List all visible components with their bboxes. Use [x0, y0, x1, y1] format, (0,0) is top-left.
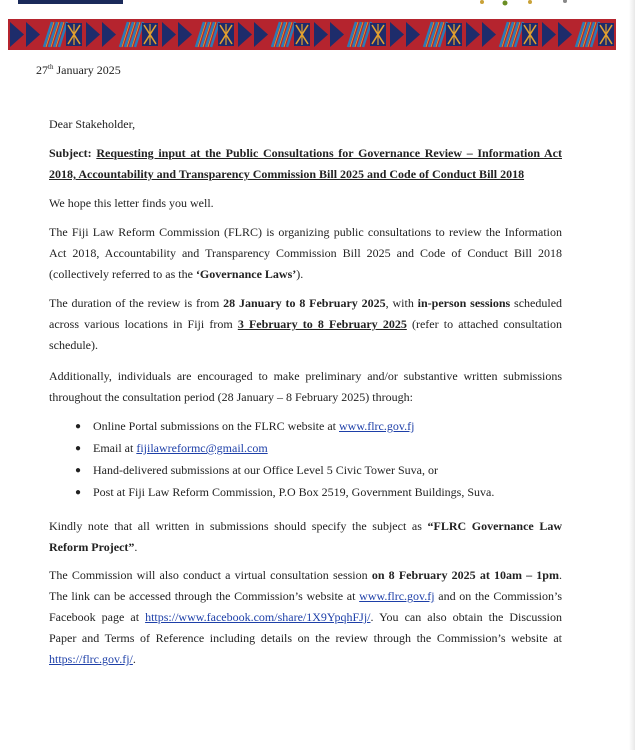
paragraph-virtual-session: The Commission will also conduct a virtual consultation session on 8 February 2025 at 10am – 1pm. The link can be accessed through the Commission’s website at www.flrc.gov.fj and on the Commission’s Facebook page at https://www.facebook.com/share/1X9YpqhFJj/. You can also obtain the Discussion Paper and Terms of Reference including details on the review through the Commission’s website at https://flrc.gov.fj/.: [49, 568, 563, 666]
subject-line: [49, 143, 562, 185]
bullet-icon: ●: [75, 443, 82, 454]
paragraph-greeting: We hope this letter finds you well.: [49, 196, 214, 210]
list-item: ● Email at fijilawreformc@gmail.com: [49, 438, 562, 459]
list-item: ● Post at Fiji Law Reform Commission, P.O Box 2519, Government Buildings, Suva.: [49, 482, 562, 503]
website-link[interactable]: www.flrc.gov.fj: [359, 589, 435, 603]
subject-label: Subject:: [49, 146, 92, 160]
letterhead-bar: [18, 0, 123, 4]
paragraph-intro: The Fiji Law Reform Commission (FLRC) is organizing public consultations to review the Information Act 2018, Accountability and Transparency Commission Bill 2025 and Code of Conduct Bill 2018 (collectively referred to as the ‘Governance Laws’).: [49, 225, 562, 281]
subject-text: Requesting input at the Public Consultations for Governance Review – Information Act 2018, Accountability and Transparency Commission Bill 2025 and Code of Conduct Bill 2018: [49, 146, 562, 181]
letter-date: 27th January 2025: [36, 63, 121, 77]
submission-methods-list: [49, 416, 562, 504]
salutation: Dear Stakeholder,: [49, 117, 136, 131]
letterhead-logo-fragment: [470, 0, 590, 6]
facebook-link[interactable]: https://www.facebook.com/share/1X9YpqhFJj/: [145, 610, 371, 624]
bullet-icon: ●: [75, 465, 82, 476]
decorative-pattern-border: [8, 19, 616, 50]
website-home-link[interactable]: https://flrc.gov.fj/: [49, 652, 133, 666]
list-item: ● Hand-delivered submissions at our Office Level 5 Civic Tower Suva, or: [49, 460, 562, 481]
bullet-icon: ●: [75, 421, 82, 432]
list-item: ● Online Portal submissions on the FLRC website at www.flrc.gov.fj: [49, 416, 562, 437]
paragraph-subject-note: Kindly note that all written in submissions should specify the subject as “FLRC Governance Law Reform Project”.: [49, 519, 563, 554]
paragraph-duration: The duration of the review is from 28 January to 8 February 2025, with in-person sessions scheduled across various locations in Fiji from 3 February to 8 February 2025 (refer to attached consultation schedule).: [49, 296, 563, 352]
bullet-icon: ●: [75, 487, 82, 498]
letterhead-top-edge: [0, 0, 635, 8]
website-link[interactable]: www.flrc.gov.fj: [339, 419, 415, 433]
paragraph-submissions: Additionally, individuals are encouraged to make preliminary and/or substantive written submissions throughout the consultation period (28 January – 8 February 2025) through:: [49, 369, 562, 404]
email-link[interactable]: fijilawreformc@gmail.com: [136, 441, 268, 455]
page-edge-shadow: [629, 0, 635, 750]
